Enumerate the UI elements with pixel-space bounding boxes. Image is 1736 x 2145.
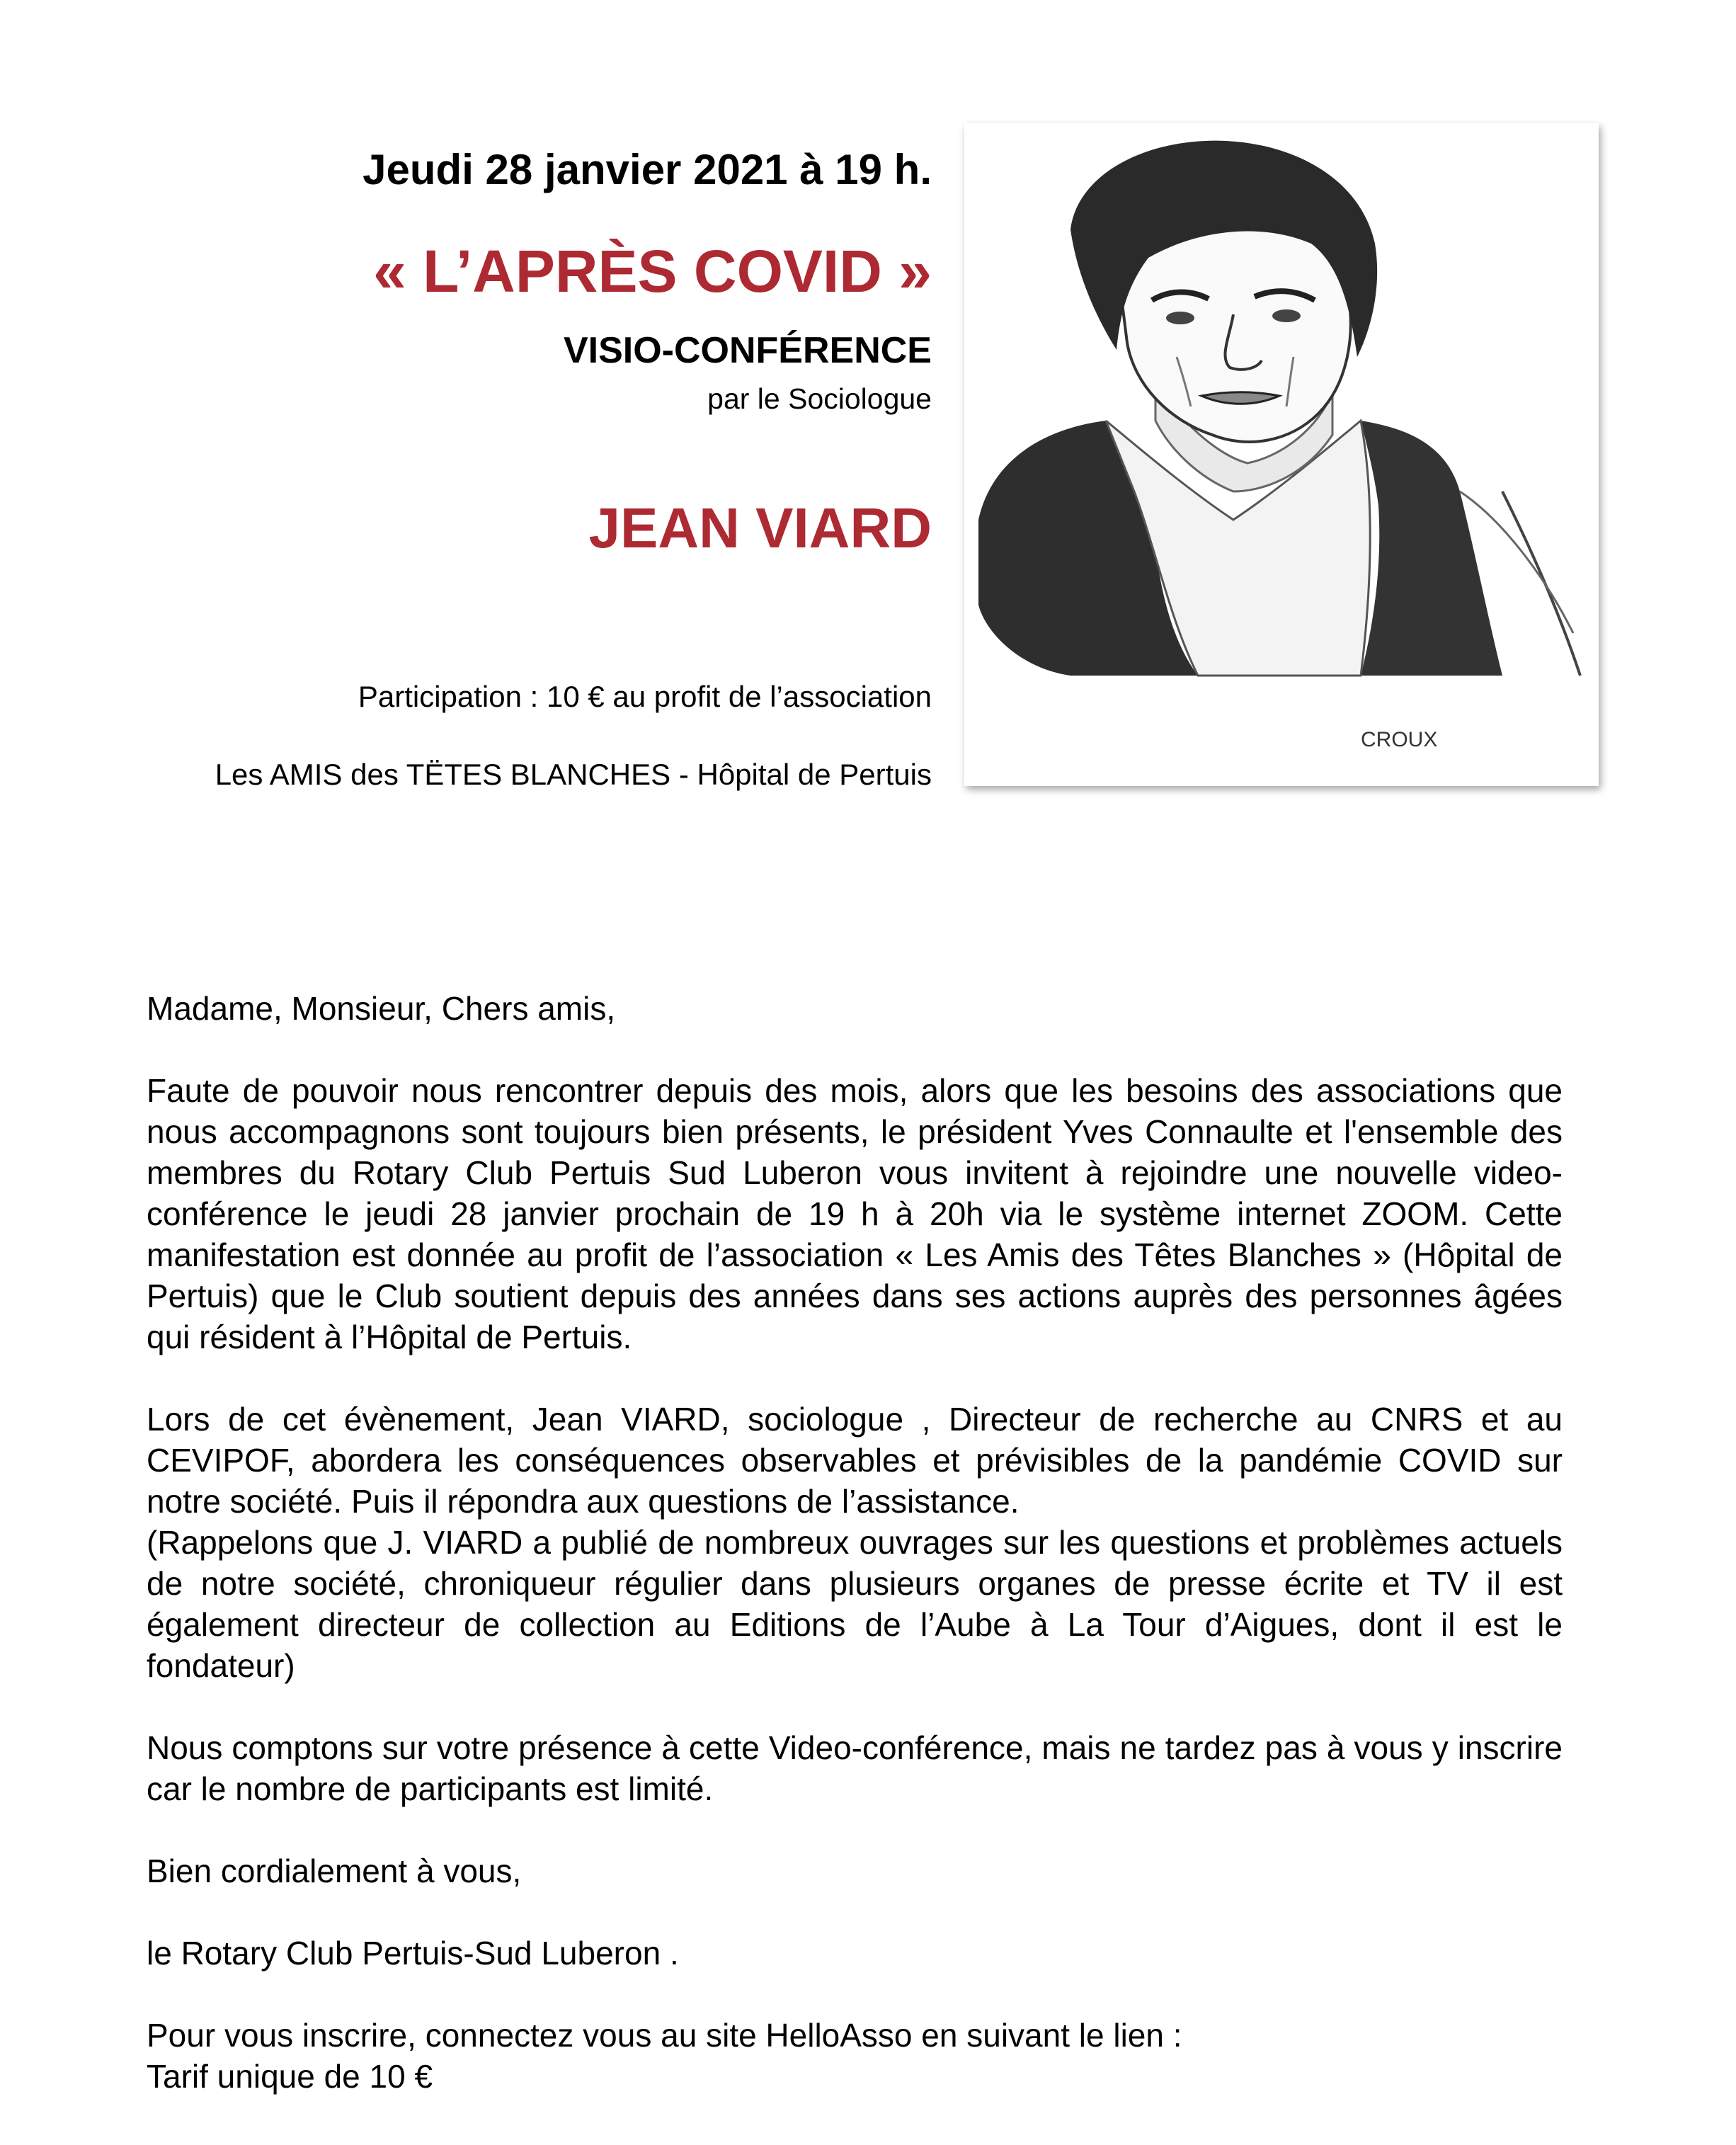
event-title: « L’APRÈS COVID » [373,238,932,305]
registration-instructions: Pour vous inscrire, connectez vous au site HelloAsso en suivant le lien : [147,2017,1182,2054]
artist-signature: CROUX [1361,728,1438,751]
portrait-drawing [964,123,1599,786]
closing: Bien cordialement à vous, [147,1853,522,1889]
paragraph-speaker-bio: (Rappelons que J. VIARD a publié de nombreux ouvrages sur les questions et problèmes actuels de notre société, chroniqueur régulier dans plusieurs organes de presse écrite et TV il est également directeur de collection au Editions de l’Aube à La Tour d’Aigues, dont il est le fondateur) [147,1524,1563,1684]
event-date: Jeudi 28 janvier 2021 à 19 h. [362,146,932,193]
letter-body [147,988,1563,2097]
speaker-name: JEAN VIARD [588,496,932,559]
beneficiary-association: Les AMIS des TËTES BLANCHES - Hôpital de Pertuis [215,758,932,791]
signature: le Rotary Club Pertuis-Sud Luberon . [147,1935,679,1972]
price-note: Tarif unique de 10 € [147,2058,433,2095]
event-byline: par le Sociologue [707,382,932,415]
paragraph-speaker: Lors de cet évènement, Jean VIARD, sociologue , Directeur de recherche au CNRS et au CEVIPOF, abordera les conséquences observables et prévisibles de la pandémie COVID sur notre société. Puis il répondra aux questions de l’assistance. [147,1401,1563,1520]
paragraph-invitation: Faute de pouvoir nous rencontrer depuis des mois, alors que les besoins des associations que nous accompagnons sont toujours bien présents, le président Yves Connaulte et l'ensemble des membres du Rotary Club Pertuis Sud Luberon vous invitent à rejoindre une nouvelle video-conférence le jeudi 28 janvier prochain de 19 h à 20h via le système internet ZOOM. Cette manifestation est donnée au profit de l’association « Les Amis des Têtes Blanches » (Hôpital de Pertuis) que le Club soutient depuis des années dans ses actions auprès des personnes âgées qui résident à l’Hôpital de Pertuis. [147,1072,1563,1355]
salutation: Madame, Monsieur, Chers amis, [147,990,616,1027]
event-type: VISIO-CONFÉRENCE [563,330,932,371]
participation-fee: Participation : 10 € au profit de l’association [358,680,932,713]
speaker-portrait-sketch [964,123,1599,786]
paragraph-registration-note: Nous comptons sur votre présence à cette Video-conférence, mais ne tardez pas à vous y inscrire car le nombre de participants est limité. [147,1729,1563,1807]
